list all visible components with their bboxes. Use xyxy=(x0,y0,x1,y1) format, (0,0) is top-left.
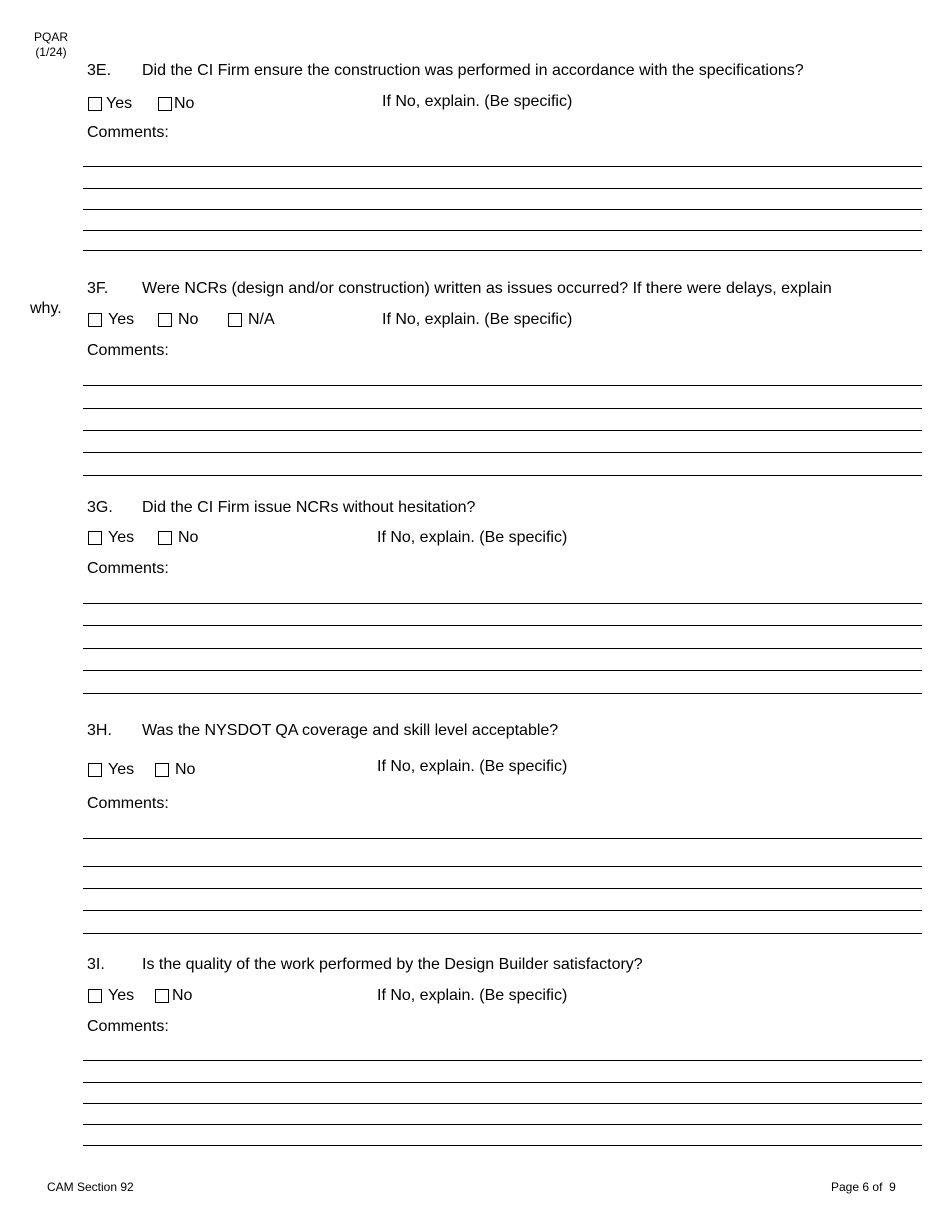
checkbox-icon[interactable] xyxy=(88,531,102,545)
form-revision: (1/24) xyxy=(35,45,67,59)
question-text-3h: Was the NYSDOT QA coverage and skill level acceptable? xyxy=(142,722,559,739)
checkbox-icon[interactable] xyxy=(88,989,102,1003)
comment-line[interactable] xyxy=(83,408,922,409)
question-text-3f: Were NCRs (design and/or construction) written as issues occurred? If there were delays, explain xyxy=(142,280,832,297)
question-number-3g: 3G. xyxy=(87,499,113,516)
comment-line[interactable] xyxy=(83,625,922,626)
option-label: N/A xyxy=(248,311,275,328)
comment-line[interactable] xyxy=(83,670,922,671)
form-code: PQAR xyxy=(33,30,68,44)
page-of-label: of xyxy=(872,1180,883,1194)
checkbox-3f-yes[interactable] xyxy=(88,311,134,329)
explain-instruction-3e: If No, explain. (Be specific) xyxy=(382,93,573,110)
checkbox-3f-na[interactable] xyxy=(228,311,275,329)
comment-line[interactable] xyxy=(83,648,922,649)
comment-line[interactable] xyxy=(83,250,922,251)
comment-line[interactable] xyxy=(83,933,922,934)
checkbox-icon[interactable] xyxy=(158,531,172,545)
checkbox-3i-yes[interactable] xyxy=(88,987,134,1005)
comment-line[interactable] xyxy=(83,209,922,210)
option-label: Yes xyxy=(108,761,135,778)
comments-label-3g: Comments: xyxy=(87,560,169,577)
checkbox-3i-no[interactable] xyxy=(155,987,192,1005)
page-current: 6 xyxy=(862,1180,870,1194)
page-label: Page xyxy=(831,1180,860,1194)
comment-line[interactable] xyxy=(83,385,922,386)
comment-line[interactable] xyxy=(83,866,922,867)
question-number-3i: 3I. xyxy=(87,956,105,973)
checkbox-3e-no[interactable] xyxy=(158,95,194,113)
comments-label-3i: Comments: xyxy=(87,1018,169,1035)
comment-line[interactable] xyxy=(83,838,922,839)
checkbox-3e-yes[interactable] xyxy=(88,95,132,113)
option-label: Yes xyxy=(108,529,135,546)
checkbox-3h-yes[interactable] xyxy=(88,761,134,779)
comment-line[interactable] xyxy=(83,1060,922,1061)
footer-page-number xyxy=(831,1180,896,1194)
comment-line[interactable] xyxy=(83,888,922,889)
comment-line[interactable] xyxy=(83,452,922,453)
comments-label-3e: Comments: xyxy=(87,124,169,141)
checkbox-icon[interactable] xyxy=(155,763,169,777)
comment-line[interactable] xyxy=(83,188,922,189)
explain-instruction-3f: If No, explain. (Be specific) xyxy=(382,311,573,328)
comment-line[interactable] xyxy=(83,603,922,604)
option-label: Yes xyxy=(108,311,135,328)
checkbox-icon[interactable] xyxy=(88,97,102,111)
checkbox-icon[interactable] xyxy=(155,989,169,1003)
comment-line[interactable] xyxy=(83,230,922,231)
comment-line[interactable] xyxy=(83,910,922,911)
comments-label-3f: Comments: xyxy=(87,342,169,359)
checkbox-3h-no[interactable] xyxy=(155,761,195,779)
comment-line[interactable] xyxy=(83,1103,922,1104)
page-total: 9 xyxy=(889,1180,896,1194)
comment-line[interactable] xyxy=(83,1145,922,1146)
comment-line[interactable] xyxy=(83,1082,922,1083)
checkbox-icon[interactable] xyxy=(158,97,172,111)
explain-instruction-3h: If No, explain. (Be specific) xyxy=(377,758,568,775)
checkbox-icon[interactable] xyxy=(88,313,102,327)
comments-label-3h: Comments: xyxy=(87,795,169,812)
checkbox-3g-yes[interactable] xyxy=(88,529,134,547)
comment-line[interactable] xyxy=(83,430,922,431)
question-text-3i: Is the quality of the work performed by the Design Builder satisfactory? xyxy=(142,956,643,973)
comment-line[interactable] xyxy=(83,1124,922,1125)
checkbox-icon[interactable] xyxy=(228,313,242,327)
option-label: Yes xyxy=(108,987,135,1004)
question-number-3e: 3E. xyxy=(87,62,112,79)
form-header xyxy=(30,30,72,60)
option-label: No xyxy=(178,311,199,328)
footer-section: CAM Section 92 xyxy=(47,1180,134,1194)
checkbox-3g-no[interactable] xyxy=(158,529,198,547)
option-label: Yes xyxy=(106,95,133,112)
checkbox-icon[interactable] xyxy=(158,313,172,327)
question-text-3f-continued: why. xyxy=(30,300,62,317)
checkbox-3f-no[interactable] xyxy=(158,311,198,329)
question-text-3e: Did the CI Firm ensure the construction was performed in accordance with the specifications? xyxy=(142,62,804,79)
option-label: No xyxy=(174,95,195,112)
comment-line[interactable] xyxy=(83,693,922,694)
comment-line[interactable] xyxy=(83,166,922,167)
explain-instruction-3i: If No, explain. (Be specific) xyxy=(377,987,568,1004)
question-number-3h: 3H. xyxy=(87,722,112,739)
comment-line[interactable] xyxy=(83,475,922,476)
option-label: No xyxy=(172,987,193,1004)
option-label: No xyxy=(178,529,199,546)
explain-instruction-3g: If No, explain. (Be specific) xyxy=(377,529,568,546)
checkbox-icon[interactable] xyxy=(88,763,102,777)
option-label: No xyxy=(175,761,196,778)
question-number-3f: 3F. xyxy=(87,280,109,297)
question-text-3g: Did the CI Firm issue NCRs without hesitation? xyxy=(142,499,476,516)
